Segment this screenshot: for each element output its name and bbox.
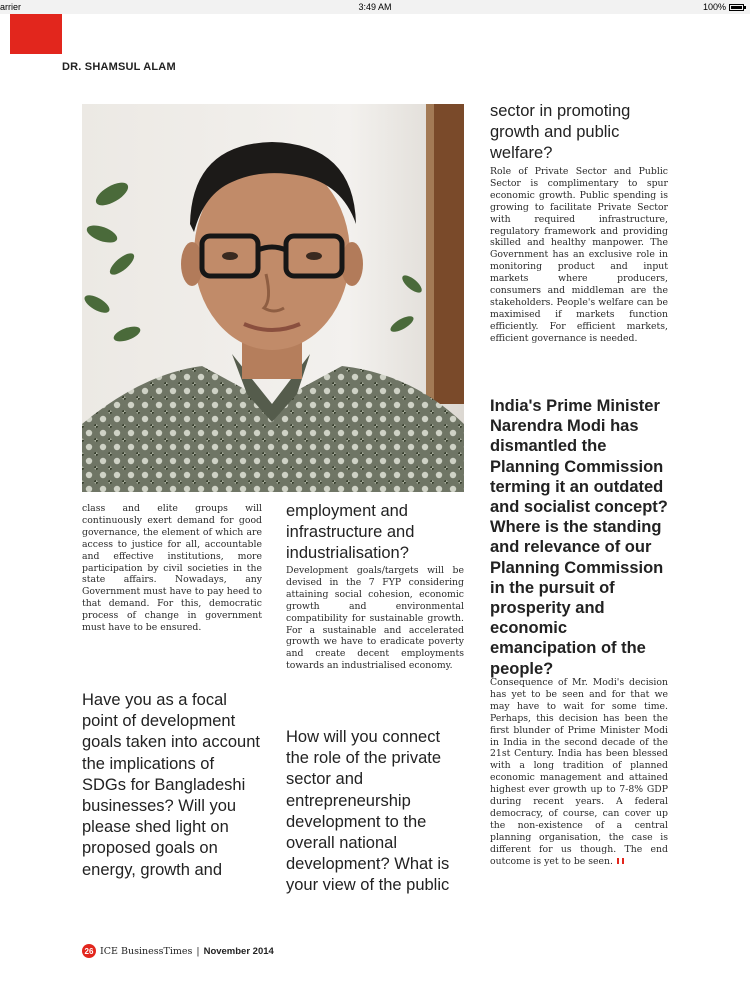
page-footer [82,944,274,958]
status-time: 3:49 AM [358,2,392,12]
col2-question-continuation: employment and infrastructure and industrialisation? [286,502,415,563]
col1-answer-text: class and elite groups will continuously exert demand for good governance, the element of which are access to justice for all, accountable and effective institutions, more participation by civil societies in the state affairs. Nowadays, any Government must have to pay heed to that demand. For this, democratic process of change in government must have to be ensured. [82,503,262,634]
author-name: DR. SHAMSUL ALAM [62,61,176,73]
battery-indicator [703,2,744,12]
end-of-article-mark [617,858,624,864]
col2-answer-text: Development goals/targets will be devised in the 7 FYP considering attaining social cohesion, economic growth and environmental compatibility for sustainable growth. For a sustainable and accelerated growth we have to eradicate poverty and create decent employments towards an industrialised economy. [286,565,464,672]
col3-question-continuation: sector in promoting growth and public welfare? [490,102,631,163]
publication-name: ICE BusinessTimes [100,945,193,957]
carrier-label: arrier [0,2,22,12]
page-number: 26 [82,944,96,958]
battery-percent: 100% [702,2,726,12]
col3-answer-text: Role of Private Sector and Public Sector is complimentary to spur economic growth. Public spending is growing to facilitate Private Sector with required infrastructure, regulatory framework and providing skilled and healthy manpower. The Government has an exclusive role in monitoring product and input markets where producers, consumers and middleman are the stakeholders. People's welfare can be maximised if markets function efficiently. For efficient markets, efficient governance is needed. [490,166,668,344]
col3-question2-text: India's Prime Minister Narendra Modi has dismantled the Planning Commission terming it an outdated and socialist concept? Where is the standing and relevance of our Planning Commission in the pursuit of prosperity and economic emancipation of the people? [490,397,668,678]
section-color-block [10,14,62,54]
col3-answer2-body: Consequence of Mr. Modi's decision has yet to be seen and for that we may have to wait for some time. Perhaps, this decision has been the first blunder of Prime Minister Modi in India in the second decade of the 21st Century. India has been blessed with a long tradition of planned economic management and attained highest ever growth up to 7-8% GDP during recent years. A federal democracy, of course, can cover up the non-existence of a central planning organisation, the case is different for us though. The end outcome is yet to be seen. [490,677,668,867]
col2-question2-text: How will you connect the role of the private sector and entrepreneurship development to the overall national development? What is your view of the public [286,728,450,895]
issue-date: November 2014 [203,945,274,957]
col3-answer2-text [490,677,668,868]
status-bar [0,0,750,14]
author-photo [82,104,464,492]
col1-question-text: Have you as a focal point of development goals taken into account the implications of SDGs for Bangladeshi businesses? Will you please shed light on proposed goals on energy, growth and [82,691,260,879]
footer-separator: | [196,945,200,957]
battery-icon [729,4,744,11]
